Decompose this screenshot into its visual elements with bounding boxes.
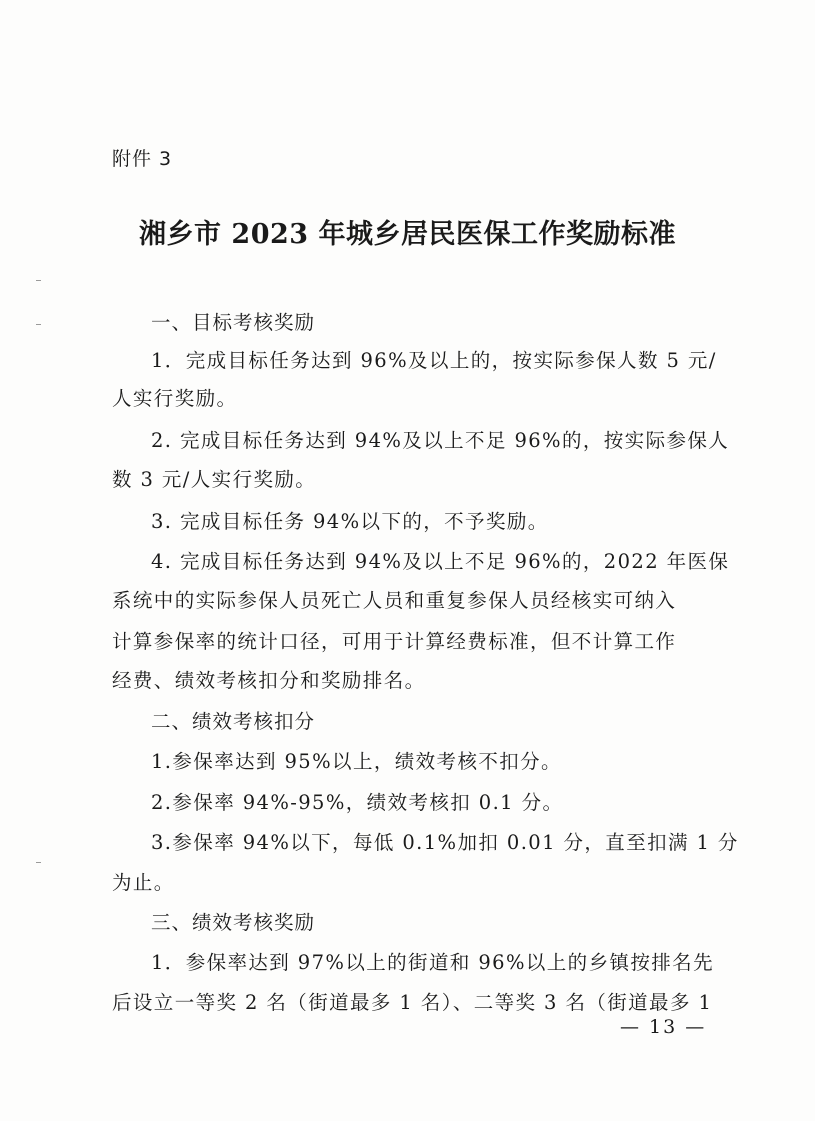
paragraph-line: 3. 完成目标任务 94%以下的，不予奖励。 — [151, 510, 549, 533]
paragraph-line: 后设立一等奖 2 名（街道最多 1 名）、二等奖 3 名（街道最多 1 — [112, 991, 713, 1014]
paragraph-line: 2. 完成目标任务达到 94%及以上不足 96%的，按实际参保人 — [151, 429, 730, 452]
section-heading-target-reward: 一、目标考核奖励 — [151, 311, 316, 334]
page-number: — 13 — — [620, 1016, 707, 1038]
paragraph-line: 数 3 元/人实行奖励。 — [112, 468, 317, 491]
attachment-label: 附件 3 — [112, 148, 173, 170]
paragraph-line: 为止。 — [112, 871, 175, 894]
paragraph-line: 2.参保率 94%-95%，绩效考核扣 0.1 分。 — [151, 791, 564, 814]
section-heading-performance-reward: 三、绩效考核奖励 — [151, 911, 316, 934]
section-heading-performance-deduction: 二、绩效考核扣分 — [151, 710, 316, 733]
paragraph-line: 系统中的实际参保人员死亡人员和重复参保人员经核实可纳入 — [112, 589, 677, 612]
scan-mark — [36, 862, 41, 863]
paragraph-line: 4. 完成目标任务达到 94%及以上不足 96%的，2022 年医保 — [151, 550, 730, 573]
scan-mark — [36, 280, 41, 281]
paragraph-line: 3.参保率 94%以下，每低 0.1%加扣 0.01 分，直至扣满 1 分 — [151, 831, 739, 854]
document-title: 湘乡市 2023 年城乡居民医保工作奖励标准 — [139, 219, 676, 250]
paragraph-line: 1．完成目标任务达到 96%及以上的，按实际参保人数 5 元/ — [151, 349, 717, 372]
paragraph-line: 经费、绩效考核扣分和奖励排名。 — [112, 669, 426, 692]
paragraph-line: 人实行奖励。 — [112, 387, 238, 410]
scan-mark — [36, 324, 41, 325]
paragraph-line: 1．参保率达到 97%以上的街道和 96%以上的乡镇按排名先 — [151, 951, 714, 974]
paragraph-line: 计算参保率的统计口径，可用于计算经费标准，但不计算工作 — [112, 630, 677, 653]
paragraph-line: 1.参保率达到 95%以上，绩效考核不扣分。 — [151, 750, 562, 773]
